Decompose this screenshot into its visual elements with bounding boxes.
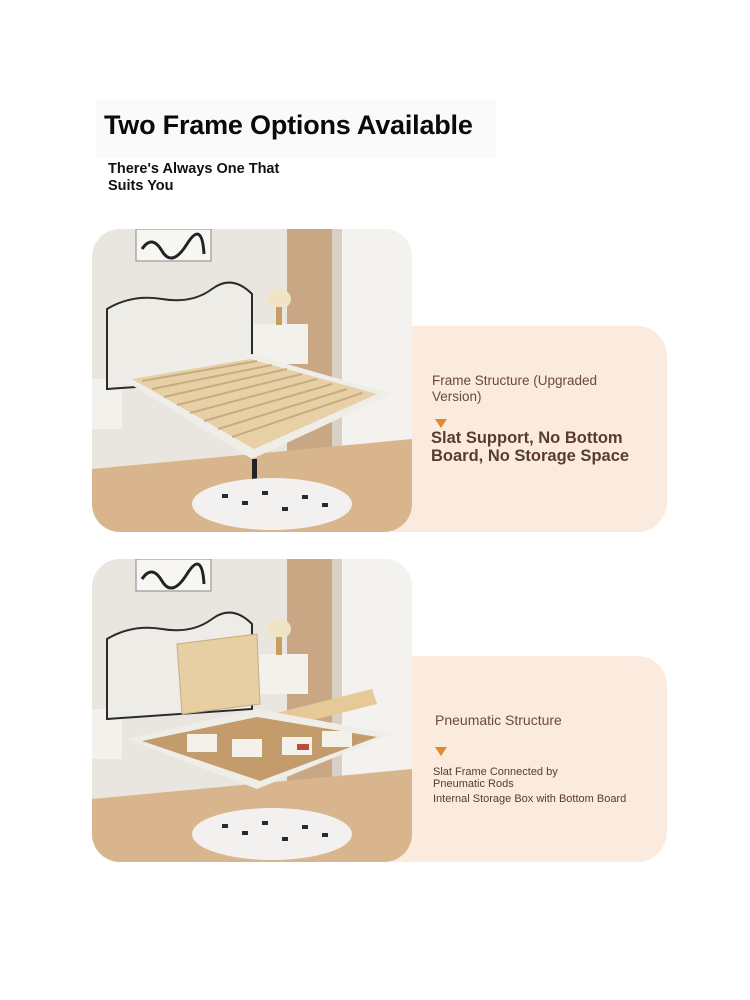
page-title: Two Frame Options Available <box>104 110 473 140</box>
option-1-label: Frame Structure (Upgraded Version) <box>432 373 598 404</box>
page-subtitle: There's Always One That Suits You <box>108 161 280 194</box>
option-2-label: Pneumatic Structure <box>435 712 562 728</box>
option-card-frame <box>92 229 667 532</box>
down-triangle-icon <box>435 419 447 428</box>
down-triangle-icon <box>435 747 447 756</box>
info-panel <box>392 656 667 862</box>
option-2-line-2: Internal Storage Box with Bottom Board <box>433 793 627 805</box>
bed-photo-pneumatic-storage <box>92 559 412 862</box>
bed-photo-slat-frame <box>92 229 412 532</box>
option-2-line-1: Slat Frame Connected by Pneumatic Rods <box>433 766 558 790</box>
option-1-detail: Slat Support, No Bottom Board, No Storage Space <box>431 429 630 465</box>
option-card-pneumatic <box>92 559 667 862</box>
